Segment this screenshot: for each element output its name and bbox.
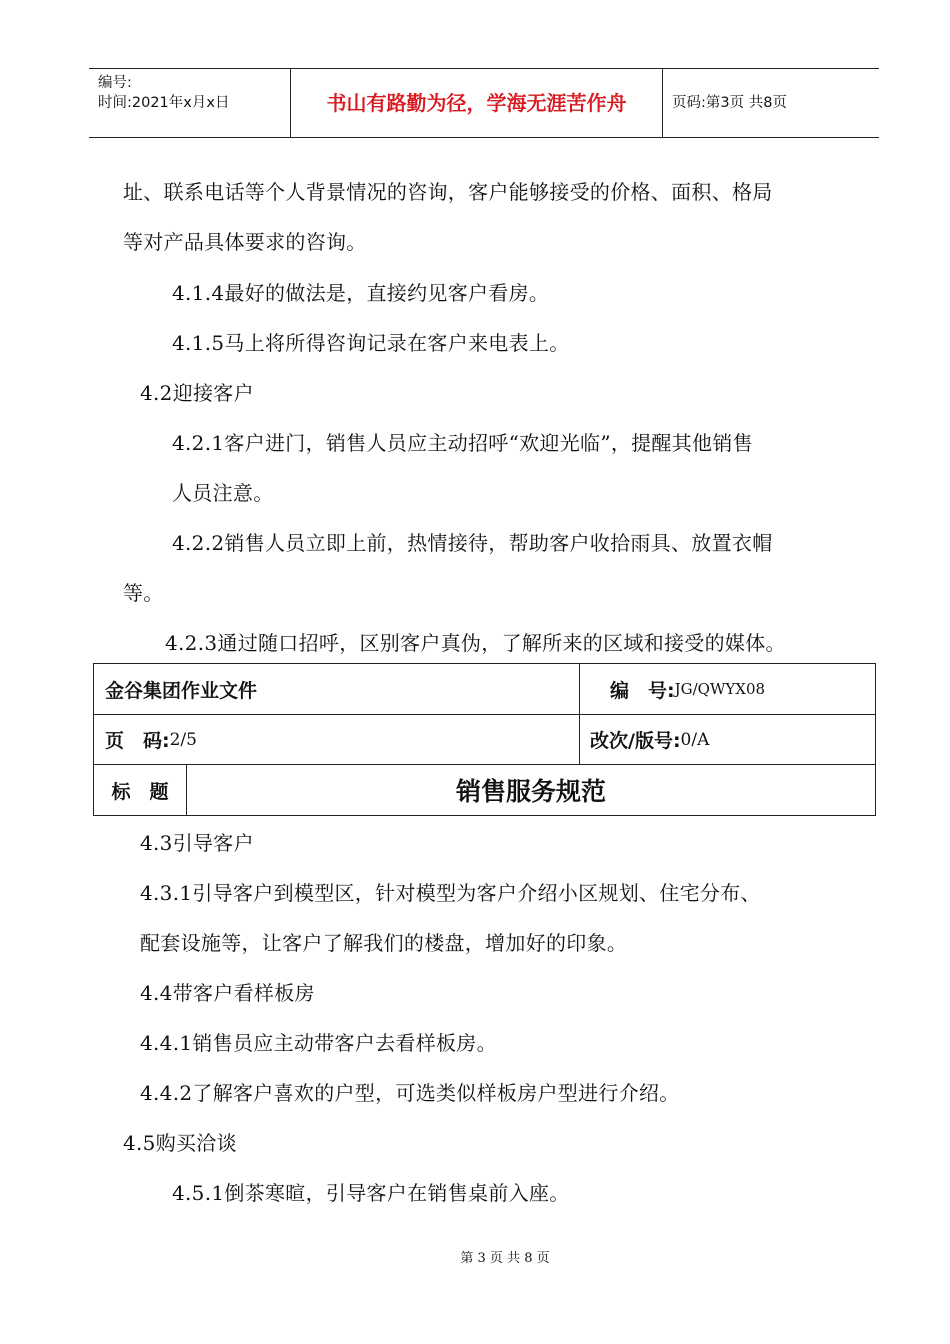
revision-value: 0/A (680, 729, 710, 750)
paragraph: 4.4.2了解客户喜欢的户型，可选类似样板房户型进行介绍。 (140, 1081, 680, 1105)
revision-label: 改次/版号: (590, 730, 681, 752)
paragraph: 4.1.4最好的做法是，直接约见客户看房。 (172, 281, 550, 305)
page-footer: 第 3 页 共 8 页 (460, 1251, 550, 1266)
paragraph: 配套设施等，让客户了解我们的楼盘，增加好的印象。 (140, 931, 628, 955)
header-number-label: 编号: (98, 75, 132, 91)
document-info-table (93, 663, 876, 816)
paragraph: 等对产品具体要求的咨询。 (123, 230, 367, 254)
paragraph: 4.1.5马上将所得咨询记录在客户来电表上。 (172, 331, 570, 355)
paragraph: 人员注意。 (172, 481, 274, 505)
section-heading: 4.5购买洽谈 (123, 1131, 237, 1155)
section-heading: 4.2迎接客户 (140, 381, 254, 405)
page-value: 2/5 (169, 729, 197, 750)
paragraph: 4.3.1引导客户到模型区，针对模型为客户介绍小区规划、住宅分布、 (140, 881, 761, 905)
company-doc-cell (94, 664, 580, 714)
page-label: 页 码: (105, 730, 170, 752)
code-value: JG/QWYX08 (674, 680, 766, 698)
table-row (94, 765, 875, 815)
section-heading: 4.4带客户看样板房 (140, 981, 315, 1005)
title-label-cell (94, 765, 187, 815)
section-heading: 4.3引导客户 (140, 831, 254, 855)
title-value-cell (187, 765, 875, 815)
code-cell (580, 664, 875, 714)
document-title: 销售服务规范 (455, 777, 606, 806)
table-row (94, 715, 875, 765)
header-motto: 书山有路勤为径，学海无涯苦作舟 (291, 69, 663, 137)
company-doc-label: 金谷集团作业文件 (105, 679, 258, 702)
paragraph: 4.4.1销售员应主动带客户去看样板房。 (140, 1031, 497, 1055)
header-page-info: 页码:第3页 共8页 (672, 95, 787, 111)
paragraph: 4.2.3通过随口招呼，区别客户真伪，了解所来的区域和接受的媒体。 (165, 631, 786, 655)
header-time-label: 时间:2021年x月x日 (98, 95, 230, 111)
paragraph: 等。 (123, 581, 164, 605)
paragraph: 址、联系电话等个人背景情况的咨询，客户能够接受的价格、面积、格局 (123, 180, 773, 204)
header-meta (89, 69, 291, 137)
page-header (89, 68, 879, 138)
paragraph: 4.2.2销售人员立即上前，热情接待，帮助客户收拾雨具、放置衣帽 (172, 531, 773, 555)
table-row (94, 664, 875, 715)
title-label: 标 题 (111, 780, 169, 803)
page-cell (94, 715, 580, 764)
revision-cell (580, 715, 875, 764)
paragraph: 4.5.1倒茶寒暄，引导客户在销售桌前入座。 (172, 1181, 570, 1205)
code-label: 编 号: (610, 679, 675, 702)
paragraph: 4.2.1客户进门，销售人员应主动招呼“欢迎光临”，提醒其他销售 (172, 431, 753, 455)
